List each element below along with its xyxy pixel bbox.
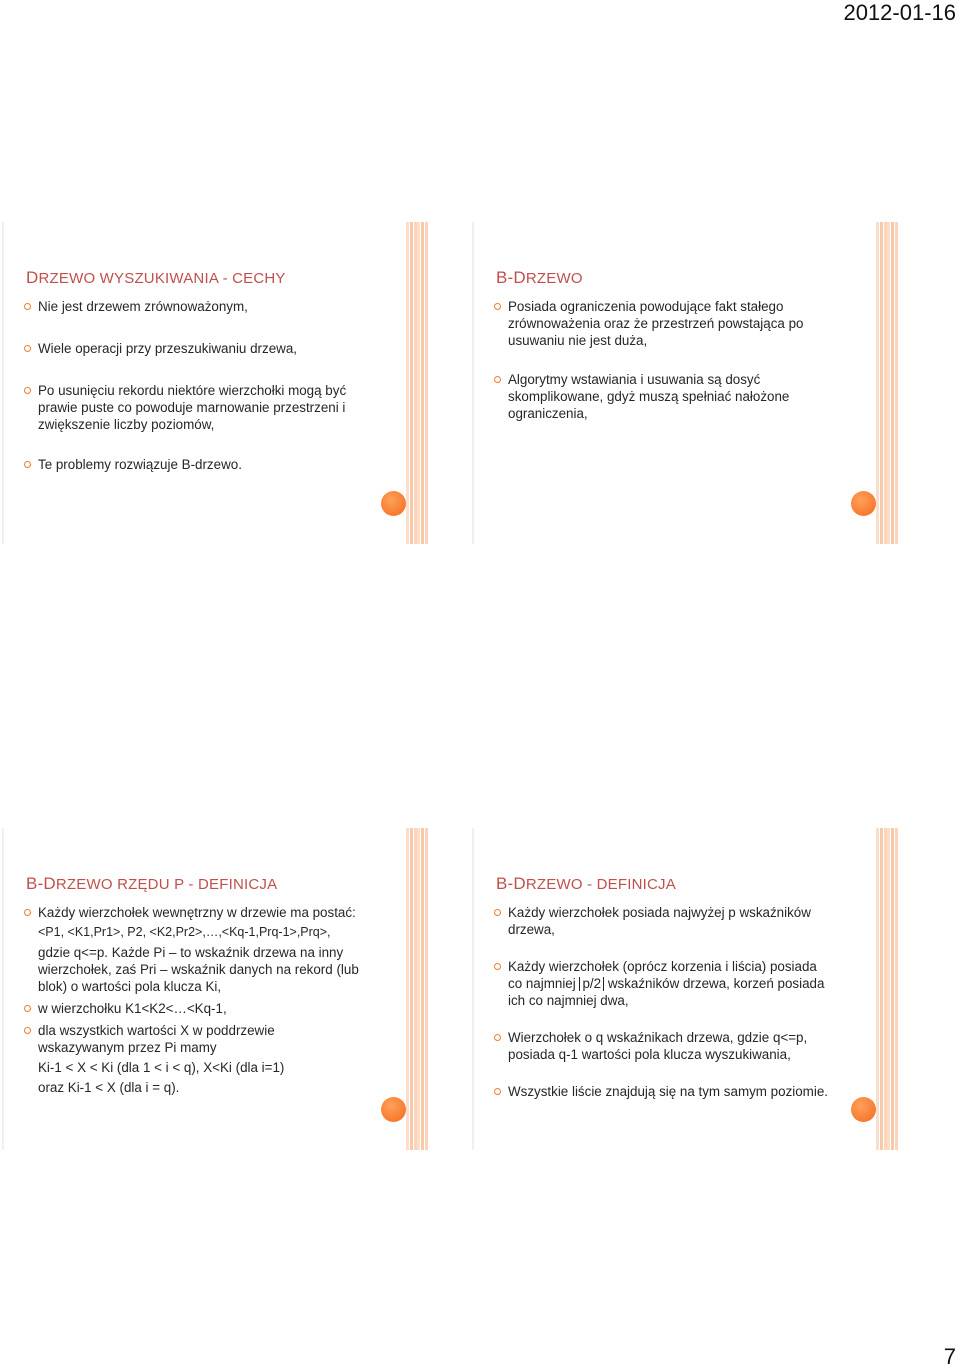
bullet-item: w wierzchołku K1<K2<…<Kq-1, <box>24 1000 364 1017</box>
page-date: 2012-01-16 <box>843 0 956 25</box>
bullet-item: Wiele operacji przy przeszukiwaniu drzewa, <box>24 340 349 357</box>
slide-drzewo-wyszukiwania-cechy <box>2 222 472 544</box>
slide-b-drzewo <box>472 222 942 544</box>
slide-title: B-DRZEWO RZĘDU P - DEFINICJA <box>26 874 278 893</box>
orange-circle-icon <box>851 491 876 516</box>
bullet-item: Te problemy rozwiązuje B-drzewo. <box>24 456 349 473</box>
bullet-text: dla wszystkich wartości X w poddrzewie wskazywanym przez Pi mamy <box>38 1023 275 1055</box>
bullet-item: Algorytmy wstawiania i usuwania są dosyć skomplikowane, gdyż muszą spełniać nałożone ograniczenia, <box>494 371 824 422</box>
orange-circle-icon <box>851 1097 876 1122</box>
bullet-item: Posiada ograniczenia powodujące fakt stałego zrównoważenia oraz że przestrzeń powstająca po usuwaniu nie jest duża, <box>494 298 824 349</box>
bullet-item: Każdy wierzchołek posiada najwyżej p wskaźników drzewa, <box>494 904 829 938</box>
slide-b-drzewo-definicja <box>472 828 942 1150</box>
bullet-item <box>494 958 829 1009</box>
slide-border <box>472 828 475 1150</box>
bullet-text: Każdy wierzchołek (oprócz korzenia i liścia) posiada co najmniej <box>508 959 817 991</box>
ceiling-expression: p/2 <box>579 977 604 991</box>
slide-title: B-DRZEWO - DEFINICJA <box>496 874 676 893</box>
bullet-text: Każdy wierzchołek wewnętrzny w drzewie ma postać: <box>38 905 356 920</box>
bullet-text: wskaźników drzewa, korzeń posiada ich co najmniej dwa, <box>508 976 825 1008</box>
slide-b-drzewo-rzedu-p-definicja <box>2 828 472 1150</box>
bullet-text: oraz Ki-1 < X (dla i = q). <box>38 1080 180 1095</box>
decorative-stripes <box>406 222 428 544</box>
bullet-list <box>494 904 829 1116</box>
page-number: 7 <box>943 1344 956 1369</box>
bullet-item: Po usunięciu rekordu niektóre wierzchołki mogą być prawie puste co powoduje marnowanie przestrzeni i zwiększenie liczby poziomów, <box>24 382 349 433</box>
bullet-item: Wierzchołek o q wskaźnikach drzewa, gdzie q<=p, posiada q-1 wartości pola klucza wyszukiwania, <box>494 1029 829 1063</box>
bullet-item <box>24 1022 364 1096</box>
bullet-list <box>494 298 824 438</box>
slide-border <box>2 222 5 544</box>
bullet-item <box>24 904 364 995</box>
orange-circle-icon <box>381 491 406 516</box>
bullet-text: gdzie q<=p. Każde Pi – to wskaźnik drzewa na inny wierzchołek, zaś Pri – wskaźnik danych na rekord (lub blok) o wartości pola klucza Ki, <box>38 945 359 994</box>
slide-border <box>472 222 475 544</box>
decorative-stripes <box>406 828 428 1150</box>
bullet-list <box>24 904 364 1101</box>
bullet-text: Ki-1 < X < Ki (dla 1 < i < q), X<Ki (dla i=1) <box>38 1060 285 1075</box>
slide-title: B-DRZEWO <box>496 268 583 287</box>
decorative-stripes <box>876 828 898 1150</box>
slide-title: DRZEWO WYSZUKIWANIA - CECHY <box>26 268 286 287</box>
slide-border <box>2 828 5 1150</box>
decorative-stripes <box>876 222 898 544</box>
orange-circle-icon <box>381 1097 406 1122</box>
bullet-item: Wszystkie liście znajdują się na tym samym poziomie. <box>494 1083 829 1100</box>
bullet-list <box>24 298 349 489</box>
node-format: <P1, <K1,Pr1>, P2, <K2,Pr2>,…,<Kq-1,Prq-1>,Prq>, <box>38 925 331 939</box>
bullet-item: Nie jest drzewem zrównoważonym, <box>24 298 349 315</box>
